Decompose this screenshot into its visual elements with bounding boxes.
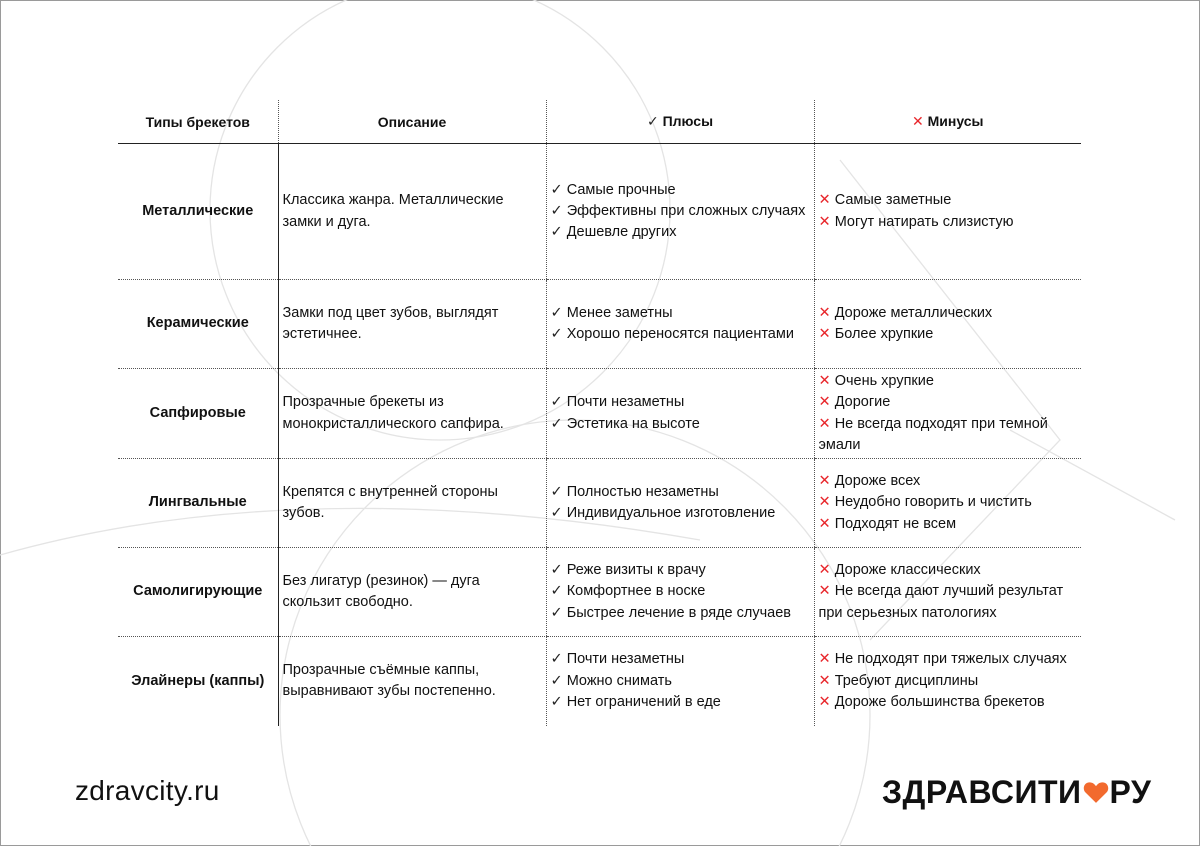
con-item (819, 560, 1078, 581)
cross-icon: ✕ (818, 304, 831, 321)
check-icon: ✓ (550, 505, 563, 521)
check-icon: ✓ (550, 672, 563, 689)
con-item (819, 414, 1078, 457)
check-icon: ✓ (646, 113, 659, 129)
cons-list (819, 649, 1078, 713)
brace-type-cell: Самолигирующие (118, 548, 278, 637)
check-icon: ✓ (550, 693, 563, 710)
con-item (819, 212, 1078, 233)
pro-item-text: Нет ограничений в еде (566, 693, 721, 710)
check-icon: ✓ (550, 483, 563, 500)
pros-cell (546, 280, 814, 369)
pro-item-text: Хорошо переносятся пациентами (566, 326, 794, 342)
pros-list (551, 482, 810, 525)
cross-icon: ✕ (818, 326, 831, 342)
con-item-text: Не всегда подходят при темной эмали (818, 415, 1048, 453)
pro-item-text: Быстрее лечение в ряде случаев (566, 604, 791, 621)
cons-list (819, 303, 1078, 346)
pro-item (551, 482, 810, 503)
brace-type-cell: Лингвальные (118, 459, 278, 548)
description-cell: Прозрачные брекеты из монокристаллического сапфира. (278, 369, 546, 459)
con-item (819, 392, 1078, 413)
cross-icon: ✕ (818, 473, 831, 490)
pro-item-text: Менее заметны (566, 304, 673, 321)
pro-item-text: Можно снимать (566, 672, 672, 689)
pro-item-text: Почти незаметны (566, 651, 685, 668)
con-item-text: Не подходят при тяжелых случаях (834, 651, 1067, 668)
description-cell: Прозрачные съёмные каппы, выравнивают зубы постепенно. (278, 637, 546, 726)
pro-item (551, 414, 810, 435)
pro-item-text: Самые прочные (566, 181, 676, 198)
cross-icon: ✕ (818, 693, 831, 710)
header-pros: ✓ Плюсы (546, 100, 814, 144)
cross-icon: ✕ (818, 562, 831, 579)
pros-list (551, 303, 810, 346)
brace-type-cell: Металлические (118, 144, 278, 280)
cross-icon: ✕ (818, 651, 831, 668)
check-icon: ✓ (550, 604, 563, 621)
table-row (118, 144, 1081, 280)
comparison-table (118, 100, 1081, 726)
cross-icon: ✕ (818, 672, 831, 689)
brand-name-right: РУ (1109, 773, 1152, 810)
description-cell: Классика жанра. Металлические замки и дуга. (278, 144, 546, 280)
con-item (819, 303, 1078, 324)
table-row (118, 459, 1081, 548)
con-item (819, 692, 1078, 713)
pro-item (551, 201, 810, 222)
cons-cell (814, 144, 1081, 280)
con-item-text: Дороже большинства брекетов (834, 693, 1045, 710)
pro-item (551, 503, 810, 524)
pros-cell (546, 369, 814, 459)
check-icon: ✓ (550, 562, 563, 579)
pro-item-text: Индивидуальное изготовление (566, 505, 776, 521)
header-row (118, 100, 1081, 144)
pros-cell (546, 144, 814, 280)
brace-type-cell: Керамические (118, 280, 278, 369)
brace-type-cell: Сапфировые (118, 369, 278, 459)
pro-item (551, 692, 810, 713)
pro-item (551, 671, 810, 692)
cross-icon: ✕ (911, 113, 924, 129)
con-item (819, 190, 1078, 211)
check-icon: ✓ (550, 651, 563, 668)
con-item-text: Дорогие (834, 394, 891, 411)
pro-item-text: Комфортнее в носке (566, 583, 706, 600)
cons-list (819, 560, 1078, 624)
check-icon: ✓ (550, 415, 563, 432)
cross-icon: ✕ (818, 192, 831, 209)
cross-icon: ✕ (818, 372, 831, 389)
check-icon: ✓ (550, 304, 563, 321)
con-item (819, 649, 1078, 670)
pro-item (551, 649, 810, 670)
check-icon: ✓ (550, 224, 563, 241)
pro-item (551, 603, 810, 624)
cross-icon: ✕ (818, 394, 831, 411)
pro-item-text: Эффективны при сложных случаях (566, 202, 806, 219)
pro-item (551, 303, 810, 324)
pros-list (551, 649, 810, 713)
heart-icon (1083, 780, 1109, 804)
cons-list (819, 371, 1078, 456)
con-item (819, 371, 1078, 392)
pro-item-text: Дешевле других (566, 224, 677, 241)
cons-list (819, 190, 1078, 233)
check-icon: ✓ (550, 394, 563, 411)
cons-cell (814, 637, 1081, 726)
con-item (819, 514, 1078, 535)
pro-item (551, 324, 810, 345)
con-item-text: Требуют дисциплины (834, 672, 979, 689)
table-row (118, 637, 1081, 726)
header-cons: ✕ Минусы (814, 100, 1081, 144)
cross-icon: ✕ (818, 583, 831, 600)
cross-icon: ✕ (818, 213, 831, 230)
check-icon: ✓ (550, 583, 563, 600)
cons-cell (814, 548, 1081, 637)
pro-item (551, 581, 810, 602)
con-item-text: Подходят не всем (834, 515, 957, 532)
header-type: Типы брекетов (118, 100, 278, 144)
pro-item-text: Полностью незаметны (566, 483, 719, 500)
site-url: zdravcity.ru (75, 775, 220, 806)
con-item-text: Дороже классических (834, 562, 981, 579)
con-item-text: Дороже металлических (834, 304, 993, 321)
description-cell: Крепятся с внутренней стороны зубов. (278, 459, 546, 548)
con-item-text: Могут натирать слизистую (834, 213, 1014, 230)
table-row (118, 369, 1081, 459)
con-item-text: Не всегда дают лучший результат при серьезных патологиях (818, 583, 1064, 621)
con-item-text: Неудобно говорить и чистить (834, 494, 1032, 511)
cons-list (819, 471, 1078, 535)
pro-item-text: Почти незаметны (566, 394, 685, 411)
description-cell: Без лигатур (резинок) — дуга скользит свободно. (278, 548, 546, 637)
cons-cell (814, 459, 1081, 548)
pro-item (551, 560, 810, 581)
cross-icon: ✕ (818, 415, 831, 432)
description-cell: Замки под цвет зубов, выглядят эстетичнее. (278, 280, 546, 369)
check-icon: ✓ (550, 181, 563, 198)
pros-cell (546, 548, 814, 637)
pro-item-text: Реже визиты к врачу (566, 562, 706, 579)
con-item-text: Очень хрупкие (834, 372, 934, 389)
pros-cell (546, 459, 814, 548)
pros-list (551, 560, 810, 624)
brace-type-cell: Элайнеры (каппы) (131, 672, 265, 689)
pros-list (551, 180, 810, 244)
brand-name-left: ЗДРАВСИТИ (882, 773, 1082, 810)
con-item-text: Самые заметные (834, 192, 952, 209)
pros-cell (546, 637, 814, 726)
pro-item (551, 222, 810, 243)
check-icon: ✓ (550, 202, 563, 219)
pro-item-text: Эстетика на высоте (566, 415, 700, 432)
cross-icon: ✕ (818, 515, 831, 532)
table-row (118, 548, 1081, 637)
con-item (819, 581, 1078, 624)
pro-item (551, 180, 810, 201)
cons-cell (814, 369, 1081, 459)
pro-item (551, 392, 810, 413)
con-item (819, 671, 1078, 692)
con-item-text: Дороже всех (834, 473, 921, 490)
header-description: Описание (278, 100, 546, 144)
con-item (819, 471, 1078, 492)
con-item (819, 492, 1078, 513)
cons-cell (814, 280, 1081, 369)
check-icon: ✓ (550, 326, 563, 342)
pros-list (551, 392, 810, 435)
brand-logo (882, 772, 1151, 812)
con-item-text: Более хрупкие (834, 326, 934, 342)
cross-icon: ✕ (818, 494, 831, 511)
table-row (118, 280, 1081, 369)
con-item (819, 324, 1078, 345)
